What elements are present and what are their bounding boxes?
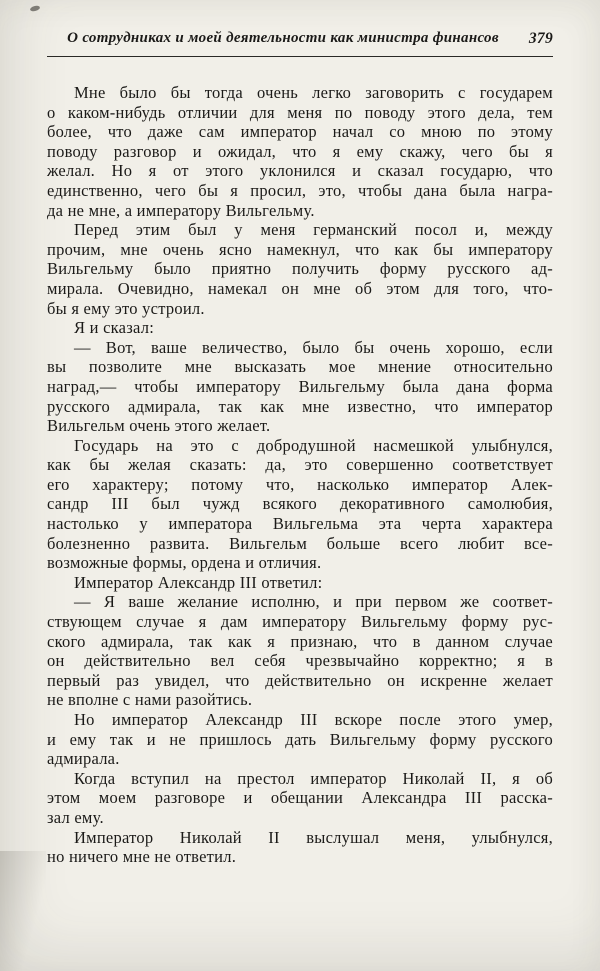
text-line: желал. Но я от этого уклонился и сказал государю, что bbox=[47, 161, 553, 181]
paragraph bbox=[47, 436, 553, 573]
paragraph bbox=[47, 592, 553, 710]
text-line: ствующем случае я дам императору Вильгельму форму рус- bbox=[47, 612, 553, 632]
paragraph bbox=[47, 83, 553, 220]
text-line: Перед этим был у меня германский посол и, между bbox=[74, 220, 553, 240]
text-line: первый раз увидел, что действительно он искренне желает bbox=[47, 670, 553, 690]
body-text bbox=[47, 83, 553, 867]
text-line: Вильгельму было приятно получить форму русского ад- bbox=[47, 259, 553, 279]
text-line: наград,— чтобы императору Вильгельму была дана форма bbox=[47, 376, 553, 396]
page-curl-shadow bbox=[0, 851, 46, 971]
text-line: поводу разговор и ожидал, что я ему скажу, чего бы я bbox=[47, 141, 553, 161]
paragraph bbox=[47, 338, 553, 436]
text-line: болезненно развита. Вильгельм больше всего любит все- bbox=[47, 533, 553, 553]
text-line: Император Николай II выслушал меня, улыбнулся, bbox=[74, 827, 553, 847]
text-line: вы позволите мне высказать мое мнение относительно bbox=[47, 357, 553, 377]
text-line: — Вот, ваше величество, было бы очень хорошо, если bbox=[74, 337, 553, 357]
text-line: этом моем разговоре и обещании Александра III расска- bbox=[47, 788, 553, 808]
paragraph bbox=[47, 828, 553, 867]
text-line: бы я ему это устроил. bbox=[47, 298, 205, 318]
text-line: мирала. Очевидно, намекал он мне об этом для того, что- bbox=[47, 278, 553, 298]
running-header bbox=[47, 30, 553, 57]
page-number: 379 bbox=[528, 30, 553, 47]
text-line: настолько у императора Вильгельма эта черта характера bbox=[47, 514, 553, 534]
text-line: прочим, мне очень ясно намекнул, что как бы императору bbox=[47, 239, 553, 259]
text-line: адмирала. bbox=[47, 749, 120, 769]
text-line: русского адмирала, так как мне известно, что император bbox=[47, 396, 553, 416]
text-line: о каком-нибудь отличии для меня по поводу этого дела, тем bbox=[47, 102, 553, 122]
text-line: он действительно вел себя чрезвычайно корректно; я в bbox=[47, 651, 553, 671]
text-line: Я и сказал: bbox=[74, 318, 155, 338]
text-line: сандр III был чужд всякого декоративного самолюбия, bbox=[47, 494, 553, 514]
text-line: как бы желая сказать: да, это совершенно соответствует bbox=[47, 455, 553, 475]
text-line: Когда вступил на престол император Николай II, я об bbox=[74, 768, 553, 788]
text-line: но ничего мне не ответил. bbox=[47, 847, 237, 867]
text-line: его характеру; потому что, насколько император Алек- bbox=[47, 474, 553, 494]
text-line: — Я ваше желание исполню, и при первом же соответ- bbox=[74, 592, 553, 612]
paragraph bbox=[47, 710, 553, 769]
paragraph bbox=[47, 573, 553, 593]
text-line: Но император Александр III вскоре после этого умер, bbox=[74, 710, 553, 729]
paragraph bbox=[47, 220, 553, 318]
text-line: возможные формы, ордена и отличия. bbox=[47, 553, 322, 573]
text-line: единственно, чего бы я просил, это, чтобы дана была награ- bbox=[47, 180, 553, 200]
text-line: зал ему. bbox=[47, 807, 104, 827]
text-line: ского адмирала, так как я признаю, что в данном случае bbox=[47, 631, 553, 651]
header-title: О сотрудниках и моей деятельности как министра финансов bbox=[67, 30, 499, 46]
paragraph bbox=[47, 318, 553, 338]
paragraph bbox=[47, 769, 553, 828]
text-line: Государь на это с добродушной насмешкой улыбнулся, bbox=[74, 435, 553, 455]
text-line: и ему так и не пришлось дать Вильгельму форму русского bbox=[47, 729, 553, 749]
text-line: да не мне, а императору Вильгельму. bbox=[47, 200, 315, 220]
text-line: Вильгельм очень этого желает. bbox=[47, 416, 271, 436]
text-line: Мне было бы тогда очень легко заговорить с государем bbox=[74, 83, 553, 102]
text-line: более, что даже сам император начал со мною по этому bbox=[47, 122, 553, 142]
text-line: не вполне с нами разойтись. bbox=[47, 690, 253, 710]
scan-artifact-mark bbox=[30, 5, 41, 12]
text-line: Император Александр III ответил: bbox=[74, 572, 323, 592]
